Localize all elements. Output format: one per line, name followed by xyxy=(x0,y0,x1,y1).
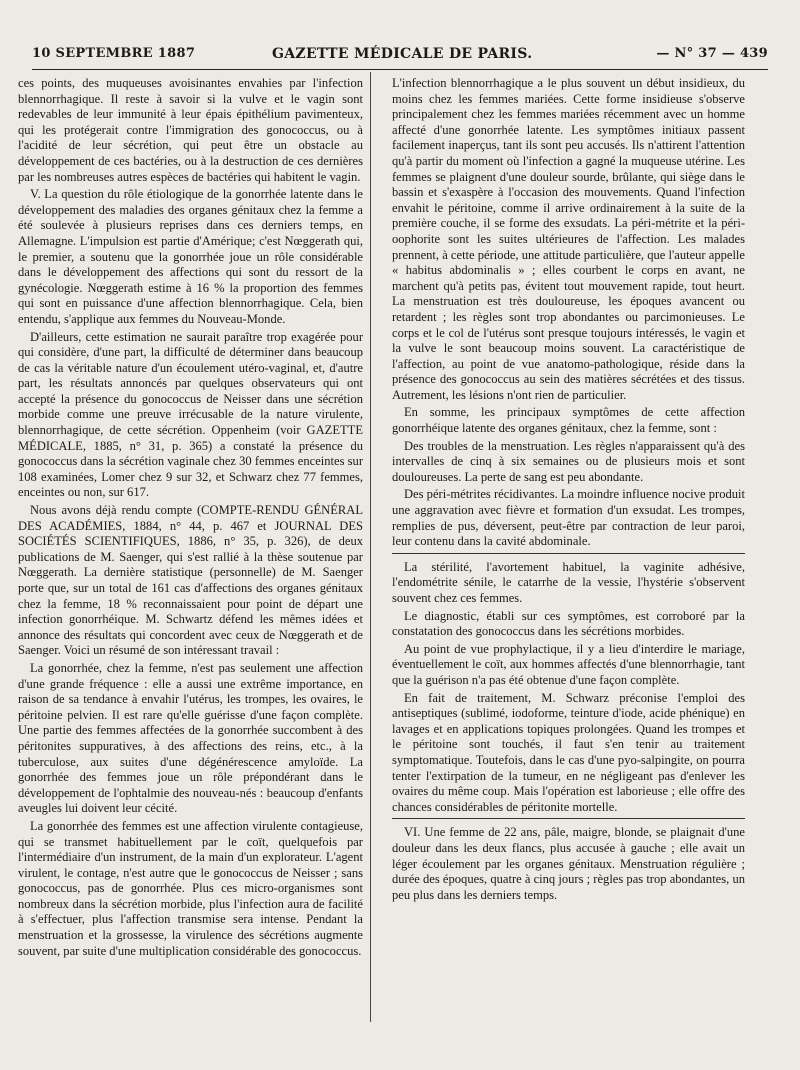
header-title: GAZETTE MÉDICALE DE PARIS. xyxy=(272,46,533,62)
paragraph: D'ailleurs, cette estimation ne saurait paraître trop exagérée pour qui considère, d'une part, la difficulté de déterminer dans beaucoup de cas la véritable nature d'un écoulement utéro-vaginal, et, d'autre part, les résultats annoncés par quelques observateurs qui ont accepté la présence du gonococcus de Neisser dans une sécrétion morbide comme une preuve irrécusable de la nature virulente, blennorrhagique, de cette sécrétion. Oppenheim (voir GAZETTE MÉDICALE, 1885, n° 31, p. 365) a constaté la présence du gonococcus dans la sécrétion vaginale chez 30 femmes enceintes sur 108 examinées, Lomer chez 9 sur 32, et Schwarz chez 77 femmes, enceintes ou non, sur 617. xyxy=(18,329,363,500)
header-rule xyxy=(32,69,768,70)
paragraph: La gonorrhée, chez la femme, n'est pas seulement une affection d'une grande fréquence : elle a aussi une extrême importance, en raison de sa tendance à envahir l'utérus, les trompes, les ovaires, le péritoine pelvien. Il est rare qu'elle guérisse d'une façon complète. Une partie des femmes affectées de la gonorrhée succombent à des péritonites suppuratives, à des affections des reins, etc., à la tuberculose, aux suites d'une dégénérescence amyloïde. La gonorrhée des femmes joue un rôle prépondérant dans le développement de l'ophtalmie des nouveau-nés : beaucoup d'enfants aveugles lui doivent leur cécité. xyxy=(18,660,363,816)
paragraph: Au point de vue prophylactique, il y a lieu d'interdire le mariage, éventuellement le coït, aux hommes affectés d'une blennorrhagie, tant que la guérison n'a pas été obtenue d'une façon complète. xyxy=(392,641,745,687)
right-column xyxy=(392,76,745,1026)
paragraph: Nous avons déjà rendu compte (COMPTE-RENDU GÉNÉRAL DES ACADÉMIES, 1884, n° 44, p. 467 et JOURNAL DES SOCIÉTÉS SCIENTIFIQUES, 1886, n° 35, p. 326), de deux publications de M. Saenger, qui s'est rallié à la thèse soutenue par Nœggerath. La dernière statistique (personnelle) de M. Saenger porte que, sur un total de 161 cas d'affections des organes génitaux chez la femme, 18 % reconnaissaient pour point de départ une infection gonorrhéique. M. Schwartz défend les mêmes idées et annonce des résultats qui concordent avec ceux de Nœggerath et de Saenger. Voici un résumé de son intéressant travail : xyxy=(18,503,363,658)
section-rule xyxy=(392,553,745,554)
section-rule xyxy=(392,818,745,819)
paragraph: ces points, des muqueuses avoisinantes envahies par l'infection blennorrhagique. Il reste à savoir si la vulve et le vagin sont redevables de leur immunité à leur épais épithélium pavimenteux, qui les protégerait contre l'immigration des gonococcus, ou à l'acidité de leur sécrétion, qui peut être un obstacle au développement de ces bactéries, ou à la destruction de ces dernières par les nombreuses autres espèces de bactéries qui habitent le vagin. xyxy=(18,76,363,184)
paragraph: L'infection blennorrhagique a le plus souvent un début insidieux, du moins chez les femmes mariées. Cette forme insidieuse s'observe principalement chez les femmes mariées récemment avec un homme affecté d'une gonorrhée latente. Les symptômes initiaux passent facilement inaperçus, tant ils sont peu accusés. Ils n'attirent l'attention qu'à partir du moment où l'infection a gagné la muqueuse utérine. Les femmes se plaignent d'une douleur sourde, brûlante, qui siège dans le bassin et s'exaspère à l'occasion des mouvements. Quand l'infection envahit le péritoine, comme il arrive ordinairement à la suite de la première couche, il se forme des exsudats. La péri-métrite et la péri-oophorite sont les suites ultérieures de l'affection. Les malades prennent, à cette période, une attitude particulière, que l'auteur appelle « habitus abdominalis » ; elles courbent le corps en avant, ne marchent qu'à petits pas, évitent tout mouvement rapide, tout heurt. La menstruation est très douloureuse, les époques avancent ou retardent ; les règles sont trop abondantes ou parcimonieuses. Le corps et le col de l'utérus sont presque toujours intéressés, le vagin et la vulve le sont beaucoup moins souvent. La caractéristique de l'affection, au point de vue anatomo-pathologique, réside dans la présence des gonococcus au sein des matières sécrétées et des tissus. Autrement, les lésions n'ont rien de particulier. xyxy=(392,76,745,402)
symptom-item: Des péri-métrites récidivantes. La moindre influence nocive produit une aggravation avec fièvre et formation d'un exsudat. Les trompes, remplies de pus, déversent, peut-être par contraction de leur paroi, leur contenu dans la cavité abdominale. xyxy=(392,487,745,549)
paragraph: En fait de traitement, M. Schwarz préconise l'emploi des antiseptiques (sublimé, iodoforme, teinture d'iode, acide phénique) en lavages et en applications topiques prolongées. Quand les trompes et le péritoine sont touchés, il faut s'en tenir au traitement symptomatique. Toutefois, dans le cas d'une pyo-salpingite, on pourra tenter l'extirpation de la tumeur, en ne négligeant pas d'enlever les ovaires du même coup. Mais l'opération est laborieuse ; elle offre des chances considérables de péritonite mortelle. xyxy=(392,690,745,814)
section-vi-paragraph: VI. Une femme de 22 ans, pâle, maigre, blonde, se plaignait d'une douleur dans les deux flancs, plus accusée à gauche ; elle avait un léger écoulement par les organes génitaux. Menstruation régulière ; durée des époques, quatre à cinq jours ; règles pas trop abondantes, un peu plus dans les derniers temps. xyxy=(392,825,745,902)
paragraph: La stérilité, l'avortement habituel, la vaginite adhésive, l'endométrite sénile, le catarrhe de la vessie, l'hystérie s'observent souvent chez ces femmes. xyxy=(392,559,745,605)
header-date: 10 SEPTEMBRE 1887 xyxy=(32,46,196,61)
page-header xyxy=(32,46,768,68)
paragraph: En somme, les principaux symptômes de cette affection gonorrhéique latente des organes génitaux, chez la femme, sont : xyxy=(392,405,745,436)
column-divider xyxy=(370,72,371,1022)
symptom-item: Des troubles de la menstruation. Les règles n'apparaissent qu'à des intervalles de cinq à six semaines ou de plusieurs mois et sont douloureuses. La perte de sang est peu abondante. xyxy=(392,438,745,484)
left-column xyxy=(18,76,363,1026)
paragraph: La gonorrhée des femmes est une affection virulente contagieuse, qui se transmet habituellement par le coït, quelquefois par l'intermédiaire d'un instrument, de la main d'un explorateur. L'agent virulent, le contage, n'est autre que le gonococcus de Neisser ; sans gonococcus, pas de gonorrhée. Plus ces micro-organismes sont nombreux dans la sécrétion morbide, plus l'infection aura de facilité à s'effectuer, plus l'affection transmise sera intense. Pendant la menstruation et la grossesse, la virulence des sécrétions augmente souvent, par suite d'une multiplication considérable des gonococcus. xyxy=(18,818,363,958)
paragraph: Le diagnostic, établi sur ces symptômes, est corroboré par la constatation des gonococcus dans les sécrétions morbides. xyxy=(392,608,745,639)
section-v-paragraph: V. La question du rôle étiologique de la gonorrhée latente dans le développement des maladies des organes génitaux chez la femme a été soulevée à plusieurs reprises dans ces derniers temps, en Allemagne. L'impulsion est partie d'Amérique; c'est Nœggerath qui, le premier, a soutenu que la gonorrhée joue un rôle considérable dans le développement des affections qui sont du ressort de la gynécologie. Nœggerath estime à 16 % la proportion des femmes qui sont en puissance d'une affection blennorrhagique. Cela, bien entendu, s'applique aux femmes du Nouveau-Monde. xyxy=(18,187,363,326)
header-issue-page: — N° 37 — 439 xyxy=(656,46,768,61)
